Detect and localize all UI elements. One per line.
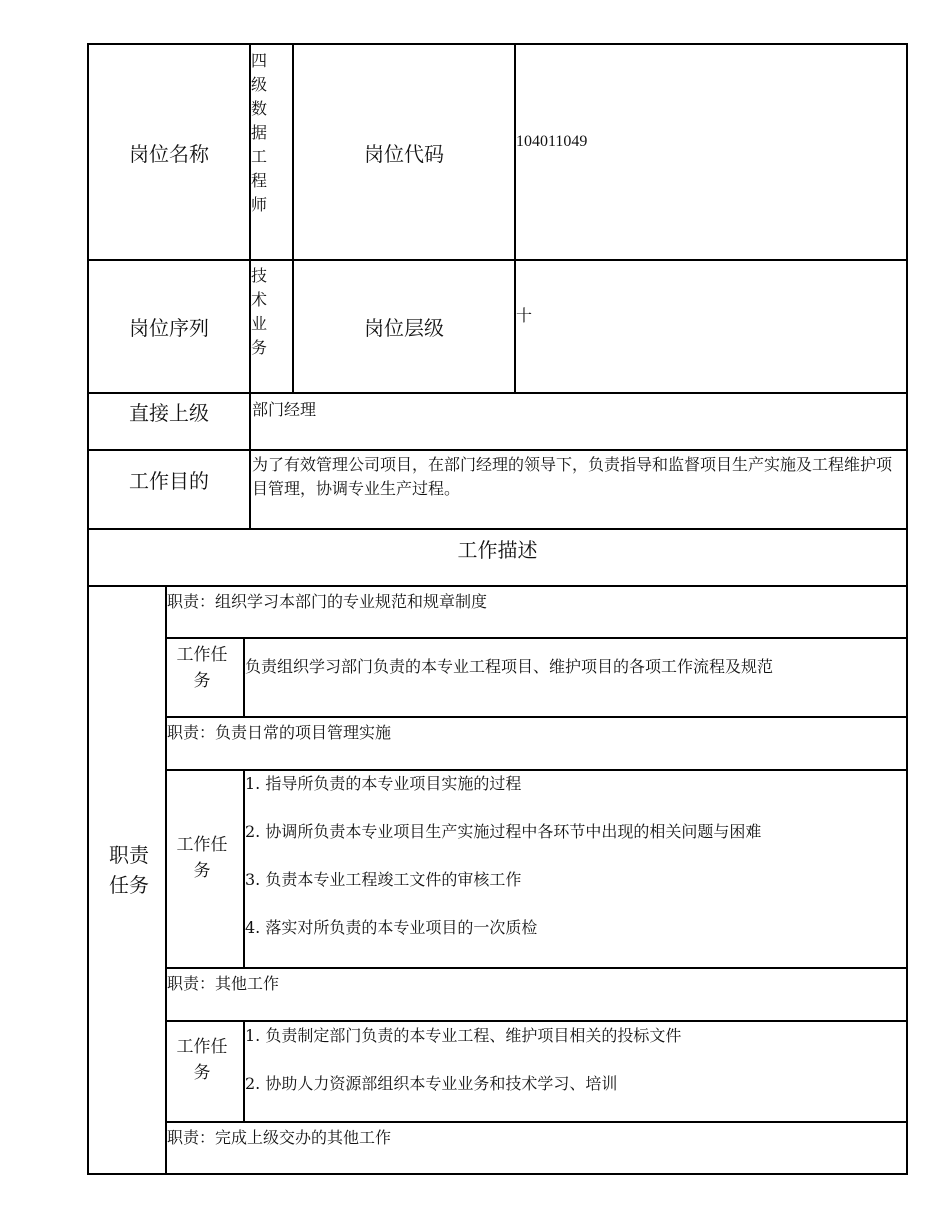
duty-2: 职责：负责日常的项目管理实施 [167, 723, 392, 742]
duty-2-task-4: 4. 落实对所负责的本专业项目的一次质检 [245, 918, 538, 937]
supervisor-value: 部门经理 [252, 400, 317, 419]
position-name-label: 岗位名称 [129, 141, 209, 166]
purpose-value: 为了有效管理公司项目，在部门经理的领导下，负责指导和监督项目生产实施及工程维护项目管理，协调专业生产过程。 [252, 455, 893, 498]
position-series-value: 技术业务 [251, 266, 268, 357]
work-description-title: 工作描述 [457, 537, 538, 562]
duty-2-task-2: 2. 协调所负责本专业项目生产实施过程中各环节中出现的相关问题与困难 [245, 822, 762, 841]
duties-side-label: 职责任务 [109, 843, 149, 897]
position-series-label: 岗位序列 [129, 316, 209, 340]
duty-1-task-1: 负责组织学习部门负责的本专业工程项目、维护项目的各项工作流程及规范 [245, 657, 774, 676]
task-label-3: 工作任务 [176, 1037, 228, 1083]
duty-3-task-2: 2. 协助人力资源部组织本专业业务和技术学习、培训 [245, 1074, 618, 1093]
duty-4: 职责：完成上级交办的其他工作 [167, 1128, 392, 1147]
position-level-value: 十 [516, 306, 533, 325]
duty-3-task-list [245, 1024, 681, 1120]
duty-2-task-3: 3. 负责本专业工程竣工文件的审核工作 [245, 870, 522, 889]
duty-2-task-1: 1. 指导所负责的本专业项目实施的过程 [245, 774, 522, 793]
duty-1: 职责：组织学习本部门的专业规范和规章制度 [167, 592, 488, 611]
position-code-value: 104011049 [516, 133, 588, 150]
supervisor-label: 直接上级 [129, 400, 209, 425]
position-code-label: 岗位代码 [364, 141, 444, 166]
position-name-value: 四级数据工程师 [251, 51, 268, 214]
duty-2-task-list [245, 772, 761, 964]
duty-3-task-1: 1. 负责制定部门负责的本专业工程、维护项目相关的投标文件 [245, 1026, 682, 1045]
position-level-label: 岗位层级 [364, 316, 444, 340]
purpose-label: 工作目的 [129, 468, 209, 493]
duty-3: 职责：其他工作 [167, 974, 280, 993]
task-label-2: 工作任务 [176, 835, 228, 881]
task-label-1: 工作任务 [176, 645, 228, 691]
